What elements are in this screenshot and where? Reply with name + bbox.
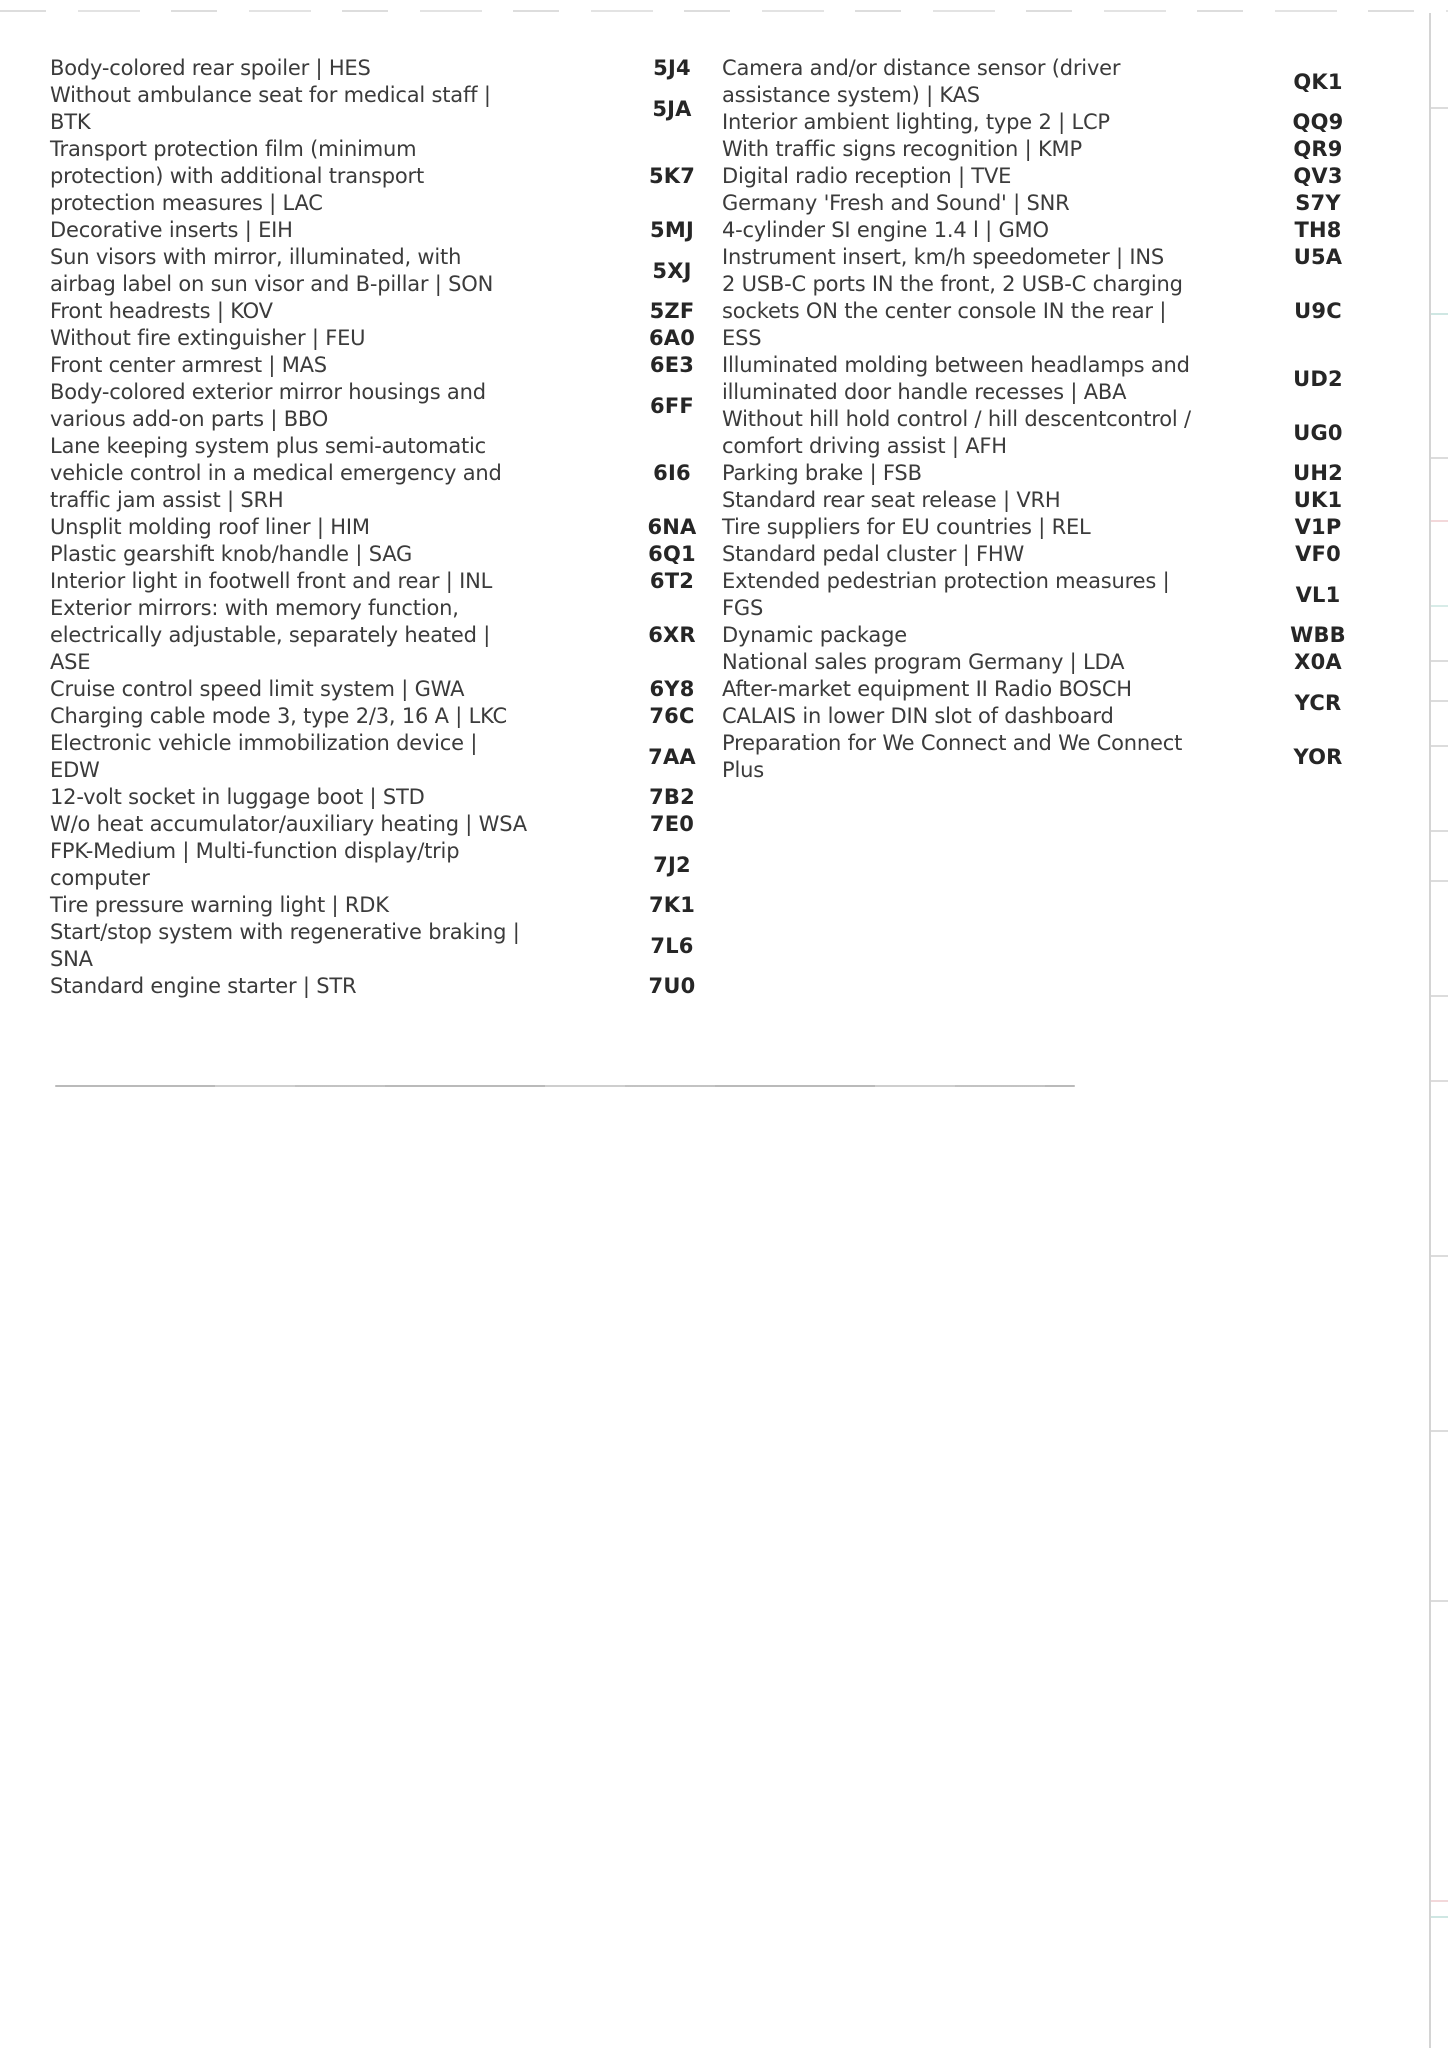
equipment-item (50, 298, 740, 325)
equipment-item (50, 568, 740, 595)
ruler-tick (1431, 1080, 1448, 1082)
item-code-cell (607, 892, 737, 919)
ruler-tick (1431, 457, 1448, 459)
item-code: 7K1 (648, 893, 696, 917)
item-code-cell (607, 973, 737, 1000)
item-description: Digital radio reception | TVE (722, 164, 1012, 188)
item-code-cell (607, 919, 737, 973)
equipment-item (50, 676, 740, 703)
item-code-cell (607, 568, 737, 595)
item-description: Charging cable mode 3, type 2/3, 16 A | LKC (50, 704, 508, 728)
item-code: YOR (1293, 744, 1343, 769)
item-code-cell (1258, 163, 1378, 190)
item-code: UD2 (1293, 366, 1343, 391)
item-code: U9C (1294, 299, 1342, 323)
item-code: QV3 (1293, 164, 1343, 188)
ruler-tick (1431, 1900, 1448, 1902)
item-code-cell (607, 352, 737, 379)
scan-artifact-top-edge (0, 10, 1448, 12)
item-description: Body-colored exterior mirror housings and various add-on parts | BBO (50, 380, 486, 431)
item-description: Front headrests | KOV (50, 299, 273, 323)
equipment-item (50, 973, 740, 1000)
item-code: VF0 (1295, 542, 1341, 566)
ruler-tick (1431, 1916, 1448, 1918)
item-code: YCR (1294, 690, 1342, 715)
item-code-cell (1258, 244, 1378, 271)
item-code: X0A (1294, 650, 1342, 674)
item-code-cell (607, 82, 737, 136)
ruler-tick (1431, 605, 1448, 607)
item-description: Electronic vehicle immobilization device | EDW (50, 731, 478, 782)
item-code: 6XR (648, 623, 696, 647)
item-description: Parking brake | FSB (722, 461, 922, 485)
item-description: Dynamic package (722, 623, 907, 647)
item-code: 7J2 (653, 852, 691, 877)
item-code: WBB (1290, 623, 1346, 647)
item-description: 12-volt socket in luggage boot | STD (50, 785, 425, 809)
item-code: 76C (649, 704, 695, 728)
equipment-item (50, 55, 740, 82)
ruler-tick (1431, 880, 1448, 882)
equipment-item (722, 649, 1382, 676)
equipment-item (722, 109, 1382, 136)
item-description: Interior ambient lighting, type 2 | LCP (722, 110, 1110, 134)
equipment-item (722, 541, 1382, 568)
item-code-cell (1258, 352, 1378, 406)
item-code: 7U0 (648, 974, 696, 998)
item-code-cell (1258, 136, 1378, 163)
item-code-cell (1258, 541, 1378, 568)
equipment-item (50, 244, 740, 298)
item-code-cell (1258, 217, 1378, 244)
equipment-item (722, 676, 1382, 730)
item-code: 7L6 (650, 933, 694, 958)
equipment-item (722, 217, 1382, 244)
item-code: QR9 (1293, 137, 1343, 161)
item-description: Standard pedal cluster | FHW (722, 542, 1025, 566)
item-description: Plastic gearshift knob/handle | SAG (50, 542, 413, 566)
item-code: 6Q1 (648, 542, 696, 566)
item-code: 6A0 (648, 326, 696, 350)
left-column (50, 55, 740, 1000)
equipment-item (722, 406, 1382, 460)
item-code: U5A (1293, 245, 1343, 269)
equipment-item (722, 730, 1382, 784)
item-code-cell (1258, 55, 1378, 109)
item-description: FPK-Medium | Multi-function display/trip computer (50, 839, 460, 890)
item-code: 5ZF (649, 299, 695, 323)
item-code: UG0 (1293, 420, 1343, 445)
equipment-item (722, 163, 1382, 190)
item-code: UK1 (1293, 488, 1343, 512)
item-code: V1P (1294, 515, 1342, 539)
equipment-item (50, 919, 740, 973)
item-code: VL1 (1295, 582, 1341, 607)
equipment-item (722, 244, 1382, 271)
equipment-item (50, 325, 740, 352)
equipment-item (722, 622, 1382, 649)
item-description: Decorative inserts | EIH (50, 218, 293, 242)
equipment-item (50, 703, 740, 730)
equipment-item (722, 460, 1382, 487)
item-description: Standard rear seat release | VRH (722, 488, 1061, 512)
equipment-item (50, 541, 740, 568)
equipment-item (50, 892, 740, 919)
item-code-cell (607, 811, 737, 838)
ruler-tick (1431, 107, 1448, 109)
item-description: Interior light in footwell front and rear | INL (50, 569, 493, 593)
item-code-cell (607, 136, 737, 217)
item-code: 6Y8 (649, 677, 695, 701)
scan-edge-right-line (1429, 13, 1431, 2048)
item-code: S7Y (1295, 191, 1341, 215)
item-description: National sales program Germany | LDA (722, 650, 1125, 674)
equipment-item (722, 190, 1382, 217)
ruler-tick (1431, 995, 1448, 997)
item-description: Instrument insert, km/h speedometer | INS (722, 245, 1165, 269)
item-description: Preparation for We Connect and We Connect Plus (722, 731, 1183, 782)
item-description: Camera and/or distance sensor (driver assistance system) | KAS (722, 56, 1121, 107)
item-code: 6FF (650, 393, 694, 418)
ruler-tick (1431, 745, 1448, 747)
item-description: 4-cylinder SI engine 1.4 l | GMO (722, 218, 1049, 242)
item-code: 5JA (652, 96, 692, 121)
ruler-tick (1431, 700, 1448, 702)
item-code: 7AA (648, 744, 696, 769)
equipment-item (722, 352, 1382, 406)
right-column (722, 55, 1382, 784)
item-code-cell (1258, 514, 1378, 541)
equipment-item (50, 136, 740, 217)
equipment-item (50, 82, 740, 136)
equipment-item (50, 811, 740, 838)
item-description: 2 USB-C ports IN the front, 2 USB-C charging sockets ON the center console IN the rear | ESS (722, 272, 1183, 350)
equipment-item (722, 55, 1382, 109)
item-code-cell (1258, 109, 1378, 136)
item-description: Front center armrest | MAS (50, 353, 327, 377)
item-code-cell (607, 55, 737, 82)
item-code-cell (1258, 649, 1378, 676)
item-description: Unsplit molding roof liner | HIM (50, 515, 370, 539)
item-code-cell (607, 676, 737, 703)
item-description: Extended pedestrian protection measures | FGS (722, 569, 1170, 620)
equipment-item (722, 487, 1382, 514)
item-description: Germany 'Fresh and Sound' | SNR (722, 191, 1070, 215)
item-description: With traffic signs recognition | KMP (722, 137, 1082, 161)
ruler-tick (1431, 660, 1448, 662)
item-code: 5XJ (652, 258, 692, 283)
item-description: Start/stop system with regenerative braking | SNA (50, 920, 520, 971)
item-code-cell (607, 514, 737, 541)
item-description: Without hill hold control / hill descentcontrol / comfort driving assist | AFH (722, 407, 1191, 458)
item-code-cell (607, 433, 737, 514)
item-code: 7B2 (649, 785, 695, 809)
item-description: W/o heat accumulator/auxiliary heating | WSA (50, 812, 527, 836)
item-code: 5J4 (653, 56, 691, 80)
equipment-item (722, 136, 1382, 163)
equipment-item (50, 433, 740, 514)
item-code: TH8 (1294, 218, 1342, 242)
ruler-tick (1431, 313, 1448, 315)
section-divider (55, 1085, 1075, 1087)
item-description: Illuminated molding between headlamps and illuminated door handle recesses | ABA (722, 353, 1190, 404)
item-code-cell (607, 541, 737, 568)
item-code: 5MJ (650, 218, 694, 242)
equipment-item (50, 595, 740, 676)
item-description: Sun visors with mirror, illuminated, with airbag label on sun visor and B-pillar | SON (50, 245, 494, 296)
item-code-cell (1258, 271, 1378, 352)
ruler-tick (1431, 1255, 1448, 1257)
equipment-item (50, 352, 740, 379)
ruler-tick (1431, 1430, 1448, 1432)
item-code: QK1 (1293, 69, 1343, 94)
item-code: 6NA (647, 515, 697, 539)
item-code-cell (607, 325, 737, 352)
item-code-cell (607, 298, 737, 325)
item-code-cell (1258, 730, 1378, 784)
item-code: 6T2 (649, 569, 695, 593)
item-code-cell (1258, 487, 1378, 514)
equipment-item (50, 838, 740, 892)
item-code-cell (1258, 460, 1378, 487)
equipment-item (50, 217, 740, 244)
item-description: Body-colored rear spoiler | HES (50, 56, 371, 80)
item-code: UH2 (1293, 461, 1343, 485)
item-code-cell (607, 784, 737, 811)
item-code-cell (1258, 406, 1378, 460)
item-code-cell (607, 244, 737, 298)
item-code-cell (1258, 190, 1378, 217)
item-description: Lane keeping system plus semi-automatic vehicle control in a medical emergency and traffic jam assist | SRH (50, 434, 502, 512)
item-description: Without ambulance seat for medical staff | BTK (50, 83, 491, 134)
item-code-cell (1258, 568, 1378, 622)
item-code-cell (607, 730, 737, 784)
item-code: 5K7 (648, 164, 696, 188)
ruler-tick (1431, 520, 1448, 522)
equipment-item (50, 514, 740, 541)
item-code-cell (1258, 622, 1378, 649)
equipment-item (722, 568, 1382, 622)
item-description: Without fire extinguisher | FEU (50, 326, 366, 350)
ruler-tick (1431, 1600, 1448, 1602)
ruler-tick (1431, 830, 1448, 832)
item-code-cell (1258, 676, 1378, 730)
item-code: 6E3 (649, 353, 695, 377)
item-code: 6I6 (653, 461, 691, 485)
item-description: Exterior mirrors: with memory function, electrically adjustable, separately heated | ASE (50, 596, 491, 674)
item-code-cell (607, 379, 737, 433)
item-description: Standard engine starter | STR (50, 974, 357, 998)
item-description: Transport protection film (minimum protection) with additional transport protection measures | LAC (50, 137, 424, 215)
item-code-cell (607, 217, 737, 244)
equipment-item (50, 784, 740, 811)
equipment-item (50, 379, 740, 433)
item-code-cell (607, 838, 737, 892)
item-code-cell (607, 703, 737, 730)
item-description: Tire pressure warning light | RDK (50, 893, 389, 917)
item-code-cell (607, 595, 737, 676)
item-code: QQ9 (1292, 110, 1344, 134)
item-description: After-market equipment II Radio BOSCH CALAIS in lower DIN slot of dashboard (722, 677, 1132, 728)
item-code: 7E0 (649, 812, 695, 836)
equipment-item (50, 730, 740, 784)
equipment-item (722, 514, 1382, 541)
item-description: Cruise control speed limit system | GWA (50, 677, 465, 701)
item-description: Tire suppliers for EU countries | REL (722, 515, 1091, 539)
equipment-item (722, 271, 1382, 352)
